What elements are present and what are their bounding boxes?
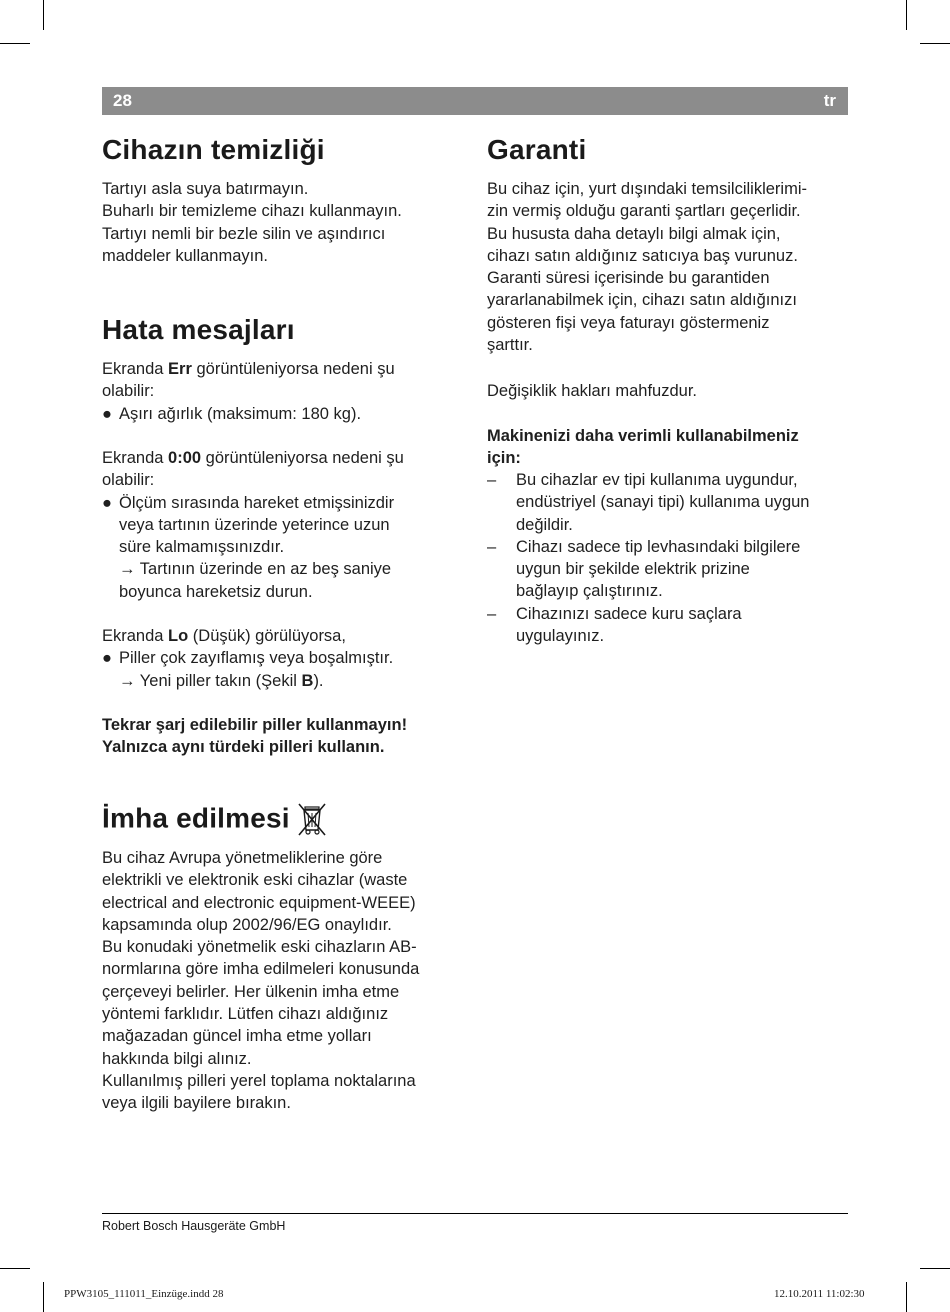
cleaning-line: Buharlı bir temizleme cihazı kullanmayın.	[102, 202, 402, 221]
crossed-out-wheelie-bin-icon	[296, 802, 328, 838]
warranty-line: cihazı satın aldığınız satıcıya baş vurunuz.	[487, 246, 798, 265]
warranty-title: Garanti	[487, 134, 587, 165]
tip-item	[487, 536, 809, 558]
warning-line: Yalnızca aynı türdeki pilleri kullanın.	[102, 738, 385, 757]
cleaning-title: Cihazın temizliği	[102, 134, 325, 165]
errors-title: Hata mesajları	[102, 314, 295, 345]
rights-notice	[487, 380, 697, 402]
err-intro	[102, 358, 395, 380]
tip-cont: endüstriyel (sanayi tipi) kullanıma uygun	[516, 493, 810, 512]
disposal-title-text: İmha edilmesi	[102, 802, 290, 834]
lo-intro-pre: Ekranda	[102, 627, 169, 645]
tips-list	[487, 469, 809, 647]
tip-cont: bağlayıp çalıştırınız.	[516, 582, 663, 601]
disposal-line: electrical and electronic equipment-WEEE)	[102, 893, 416, 912]
crop-mark	[906, 1282, 907, 1312]
err-code: Err	[168, 360, 192, 378]
lo-block	[102, 625, 393, 692]
battery-warning	[102, 714, 407, 759]
footer-rule	[102, 1213, 848, 1214]
disposal-line: hakkında bilgi alınız.	[102, 1049, 252, 1068]
warranty-line: şarttır.	[487, 336, 533, 355]
zero-code: 0:00	[168, 449, 202, 467]
tip-text: Bu cihazlar ev tipi kullanıma uygundur,	[516, 471, 798, 489]
disposal-line: mağazadan güncel imha etme yolları	[102, 1027, 372, 1046]
footer-company: Robert Bosch Hausgeräte GmbH	[102, 1219, 286, 1233]
disposal-line: kapsamında olup 2002/96/EG onaylıdır.	[102, 915, 392, 934]
tip-text: Cihazınızı sadece kuru saçlara	[516, 604, 742, 623]
warranty-line: yararlanabilmek için, cihazı satın aldığınızı	[487, 291, 797, 310]
dash-bullet: –	[487, 471, 497, 489]
lo-bullet-text: Piller çok zayıflamış veya boşalmıştır.	[119, 649, 394, 668]
disposal-line: Bu konudaki yönetmelik eski cihazların AB-	[102, 938, 417, 957]
zero-action-cont: boyunca hareketsiz durun.	[119, 582, 313, 601]
err-intro-pre: Ekranda	[102, 360, 169, 378]
lo-intro-post: (Düşük) görülüyorsa,	[188, 627, 346, 645]
slug-date-info: 12.10.2011 11:02:30	[774, 1288, 865, 1300]
crop-mark	[0, 43, 30, 44]
disposal-text	[102, 847, 419, 1115]
cleaning-text	[102, 178, 402, 267]
zero-intro-post: görüntüleniyorsa nedeni şu	[201, 449, 404, 467]
err-block	[102, 358, 395, 425]
bullet-dot-icon: ●	[102, 404, 112, 423]
efficient-use-title	[487, 425, 799, 470]
disposal-line: çerçeveyi belirler. Her ülkenin imha etme	[102, 982, 400, 1001]
page-number: 28	[113, 91, 132, 110]
crop-mark	[906, 0, 907, 30]
tip-item	[487, 469, 809, 491]
zero-bullet-cont: veya tartının üzerinde yeterince uzun	[119, 515, 390, 534]
tip-text: Cihazı sadece tip levhasındaki bilgilere	[516, 537, 801, 556]
err-bullet	[102, 403, 395, 425]
err-intro-line2: olabilir:	[102, 382, 155, 401]
tip-cont: değildir.	[516, 515, 573, 534]
disposal-title	[102, 802, 328, 838]
disposal-line: yöntemi farklıdır. Lütfen cihazı aldığınız	[102, 1005, 389, 1024]
zero-intro-pre: Ekranda	[102, 449, 169, 467]
bullet-dot-icon: ●	[102, 649, 112, 668]
language-code: tr	[823, 91, 836, 110]
crop-mark	[920, 43, 950, 44]
lo-action	[102, 670, 393, 692]
warning-line: Tekrar şarj edilebilir piller kullanmayın!	[102, 716, 408, 734]
warranty-line: Bu cihaz için, yurt dışındaki temsilciliklerimi-	[487, 180, 808, 198]
lo-code: Lo	[168, 627, 189, 645]
cleaning-line: Tartıyı nemli bir bezle silin ve aşındırıcı	[102, 224, 386, 243]
dash-bullet: –	[487, 604, 497, 623]
page-header-bar	[102, 87, 848, 115]
lo-bullet	[102, 647, 393, 669]
efficient-title-line: için:	[487, 449, 521, 468]
disposal-line: veya ilgili bayilere bırakın.	[102, 1094, 291, 1113]
tip-cont: uygun bir şekilde elektrik prizine	[516, 560, 750, 579]
warranty-line: Bu hususta daha detaylı bilgi almak için,	[487, 224, 781, 243]
cleaning-line: Tartıyı asla suya batırmayın.	[102, 180, 309, 198]
zero-block	[102, 447, 404, 603]
lo-action-post: ).	[313, 671, 324, 690]
figure-ref: B	[301, 671, 314, 690]
err-bullet-text: Aşırı ağırlık (maksimum: 180 kg).	[119, 404, 362, 423]
slug-file-info: PPW3105_111011_Einzüge.indd 28	[64, 1288, 224, 1300]
err-intro-post: görüntüleniyorsa nedeni şu	[191, 360, 395, 378]
tip-item	[487, 603, 809, 625]
warranty-line: Garanti süresi içerisinde bu garantiden	[487, 269, 770, 288]
lo-action-pre: → Yeni piller takın (Şekil	[119, 671, 302, 690]
zero-bullet	[102, 492, 404, 514]
crop-mark	[43, 1282, 44, 1312]
bullet-dot-icon: ●	[102, 493, 112, 512]
rights-line: Değişiklik hakları mahfuzdur.	[487, 382, 698, 400]
zero-intro	[102, 447, 404, 469]
warranty-line: zin vermiş olduğu garanti şartları geçerlidir.	[487, 202, 801, 221]
crop-mark	[43, 0, 44, 30]
zero-action: → Tartının üzerinde en az beş saniye	[119, 560, 392, 579]
warranty-text	[487, 178, 807, 356]
disposal-line: Bu cihaz Avrupa yönetmeliklerine göre	[102, 849, 383, 867]
cleaning-line: maddeler kullanmayın.	[102, 246, 268, 265]
zero-intro-line2: olabilir:	[102, 471, 155, 490]
dash-bullet: –	[487, 537, 497, 556]
disposal-line: normlarına göre imha edilmeleri konusunda	[102, 960, 420, 979]
zero-bullet-cont: süre kalmamışsınızdır.	[119, 538, 285, 557]
tip-cont: uygulayınız.	[516, 627, 605, 646]
efficient-title-line: Makinenizi daha verimli kullanabilmeniz	[487, 427, 799, 445]
crop-mark	[0, 1268, 30, 1269]
disposal-line: elektrikli ve elektronik eski cihazlar (waste	[102, 871, 408, 890]
disposal-line: Kullanılmış pilleri yerel toplama noktalarına	[102, 1071, 416, 1090]
zero-bullet-text: Ölçüm sırasında hareket etmişsinizdir	[119, 493, 395, 512]
warranty-line: gösteren fişi veya faturayı göstermeniz	[487, 313, 770, 332]
crop-mark	[920, 1268, 950, 1269]
lo-intro	[102, 625, 393, 647]
